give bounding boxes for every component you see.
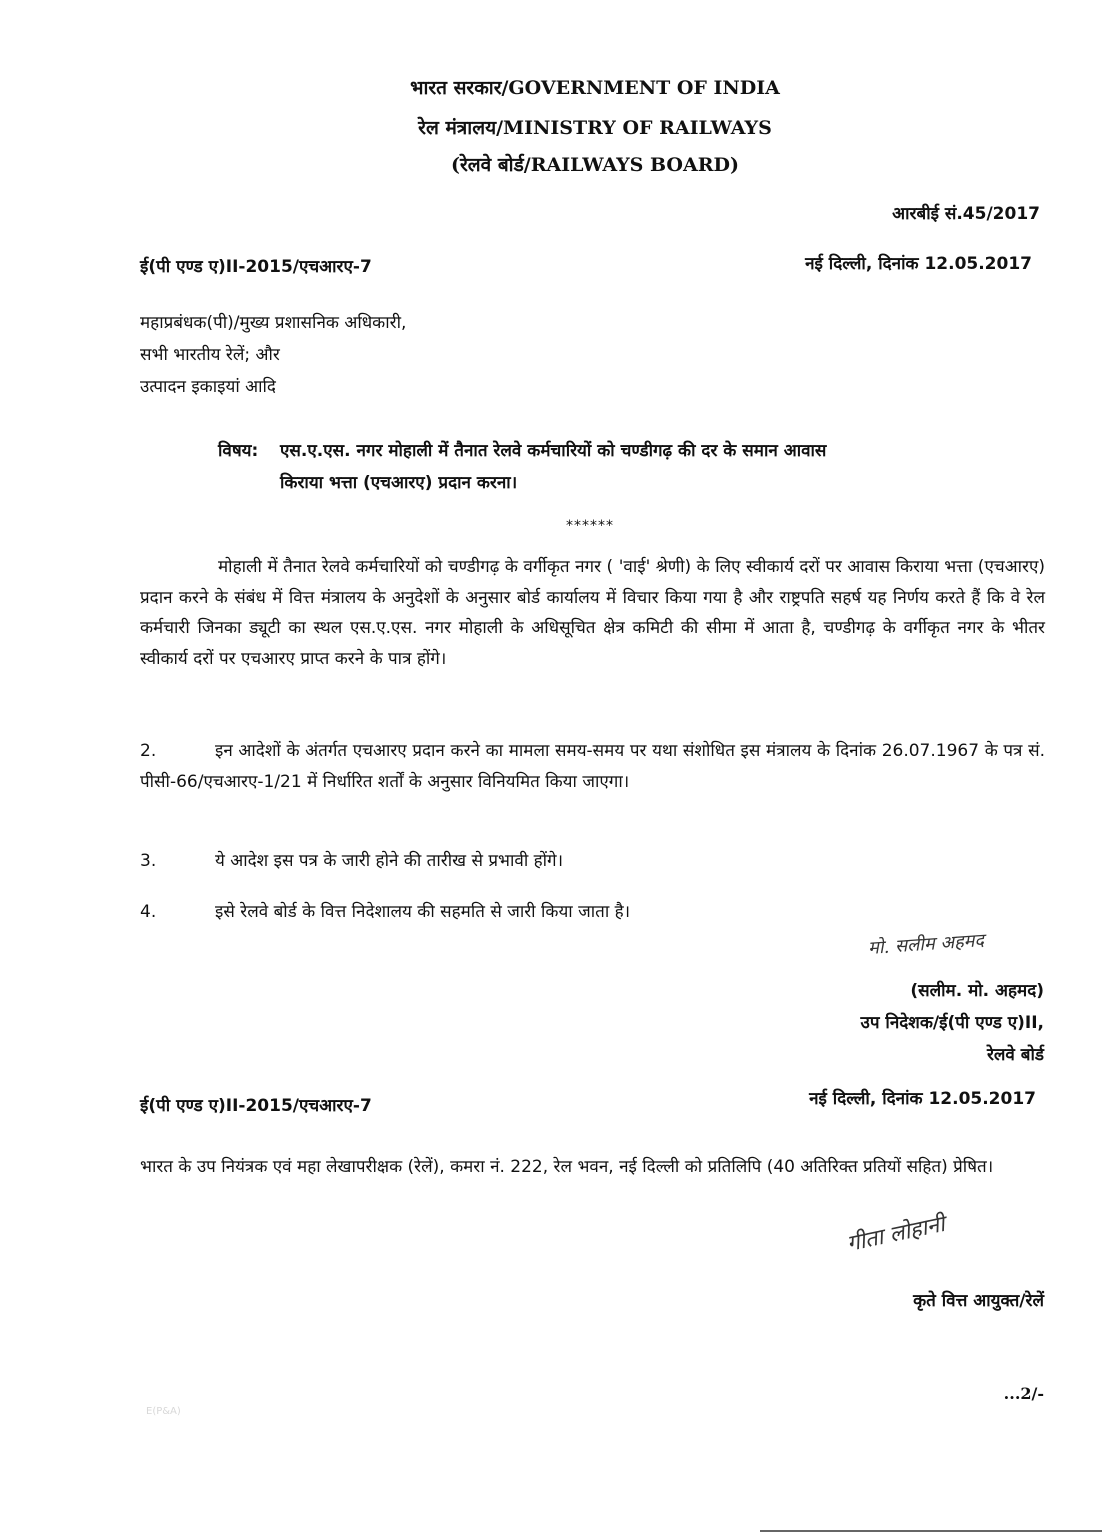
copy-text: भारत के उप नियंत्रक एवं महा लेखापरीक्षक (रेलें), कमरा नं. 222, रेल भवन, नई दिल्ली को प्रतिलिपि (40 अतिरिक्त प्रतियों सहित) प्रेषित।: [140, 1157, 994, 1177]
paragraph-4-number: 4.: [140, 902, 157, 922]
handwritten-signature-2: गीता लोहानी: [844, 1211, 948, 1258]
addressee-line-2: सभी भारतीय रेलें; और: [140, 345, 280, 365]
paragraph-2-number: 2.: [140, 741, 157, 761]
paragraph-3: [140, 846, 1045, 877]
signature-title: कृते वित्त आयुक्त/रेलें: [913, 1291, 1044, 1311]
handwritten-signature-1: मो. सलीम अहमद: [867, 929, 985, 960]
footer-mark: E(P&A): [146, 1406, 181, 1417]
header-line-1: भारत सरकार/GOVERNMENT OF INDIA: [410, 77, 780, 99]
subject-block: [218, 435, 1043, 499]
issue-date: नई दिल्ली, दिनांक 12.05.2017: [805, 254, 1032, 274]
paragraph-4-text: इसे रेलवे बोर्ड के वित्त निदेशालय की सहमति से जारी किया जाता है।: [215, 902, 631, 922]
header-line-2: रेल मंत्रालय/MINISTRY OF RAILWAYS: [418, 117, 772, 139]
paragraph-2-text: इन आदेशों के अंतर्गत एचआरए प्रदान करने का मामला समय-समय पर यथा संशोधित इस मंत्रालय के दिनांक 26.07.1967 के पत्र सं. पीसी-66/एचआरए-1/21 में निर्धारित शर्तों के अनुसार विनियमित किया जाएगा।: [140, 741, 1045, 792]
copy-file-number: ई(पी एण्ड ए)II-2015/एचआरए-7: [140, 1096, 372, 1116]
paragraph-1: मोहाली में तैनात रेलवे कर्मचारियों को चण्डीगढ़ के वर्गीकृत नगर ( 'वाई' श्रेणी) के लिए स्वीकार्य दरों पर आवास किराया भत्ता (एचआरए) प्रदान करने के संबंध में वित्त मंत्रालय के अनुदेशों के अनुसार बोर्ड कार्यालय में विचार किया गया है और राष्ट्रपति सहर्ष यह निर्णय करते हैं कि वे रेल कर्मचारी जिनका ड्यूटी का स्थल एस.ए.एस. नगर मोहाली के अधिसूचित क्षेत्र कमिटी की सीमा में आता है, चण्डीगढ़ के वर्गीकृत नगर के भीतर स्वीकार्य दरों पर एचआरए प्राप्त करने के पात्र होंगे।: [140, 557, 1045, 669]
addressee-line-1: महाप्रबंधक(पी)/मुख्य प्रशासनिक अधिकारी,: [140, 313, 407, 333]
paragraph-2: [140, 736, 1045, 797]
paragraph-3-text: ये आदेश इस पत्र के जारी होने की तारीख से प्रभावी होंगे।: [215, 851, 564, 871]
separator: ******: [566, 518, 614, 534]
copy-date: नई दिल्ली, दिनांक 12.05.2017: [809, 1089, 1036, 1109]
signatory-designation: उप निदेशक/ई(पी एण्ड ए)II,: [860, 1013, 1044, 1033]
signatory-office: रेलवे बोर्ड: [986, 1045, 1044, 1065]
header-line-3: (रेलवे बोर्ड/RAILWAYS BOARD): [451, 154, 739, 176]
paragraph-3-number: 3.: [140, 851, 157, 871]
file-number: ई(पी एण्ड ए)II-2015/एचआरए-7: [140, 257, 372, 277]
paragraph-4: [140, 897, 1045, 928]
subject-label: विषय:: [218, 441, 259, 461]
signatory-name: (सलीम. मो. अहमद): [910, 981, 1044, 1001]
page-continuation: ...2/-: [1003, 1384, 1044, 1403]
rbe-number: आरबीई सं.45/2017: [892, 204, 1040, 224]
bottom-edge-line: [760, 1530, 1102, 1532]
subject-line-2: किराया भत्ता (एचआरए) प्रदान करना।: [280, 473, 518, 493]
addressee-line-3: उत्पादन इकाइयां आदि: [140, 377, 276, 397]
subject-line-1: एस.ए.एस. नगर मोहाली में तैनात रेलवे कर्मचारियों को चण्डीगढ़ की दर के समान आवास: [280, 441, 827, 461]
